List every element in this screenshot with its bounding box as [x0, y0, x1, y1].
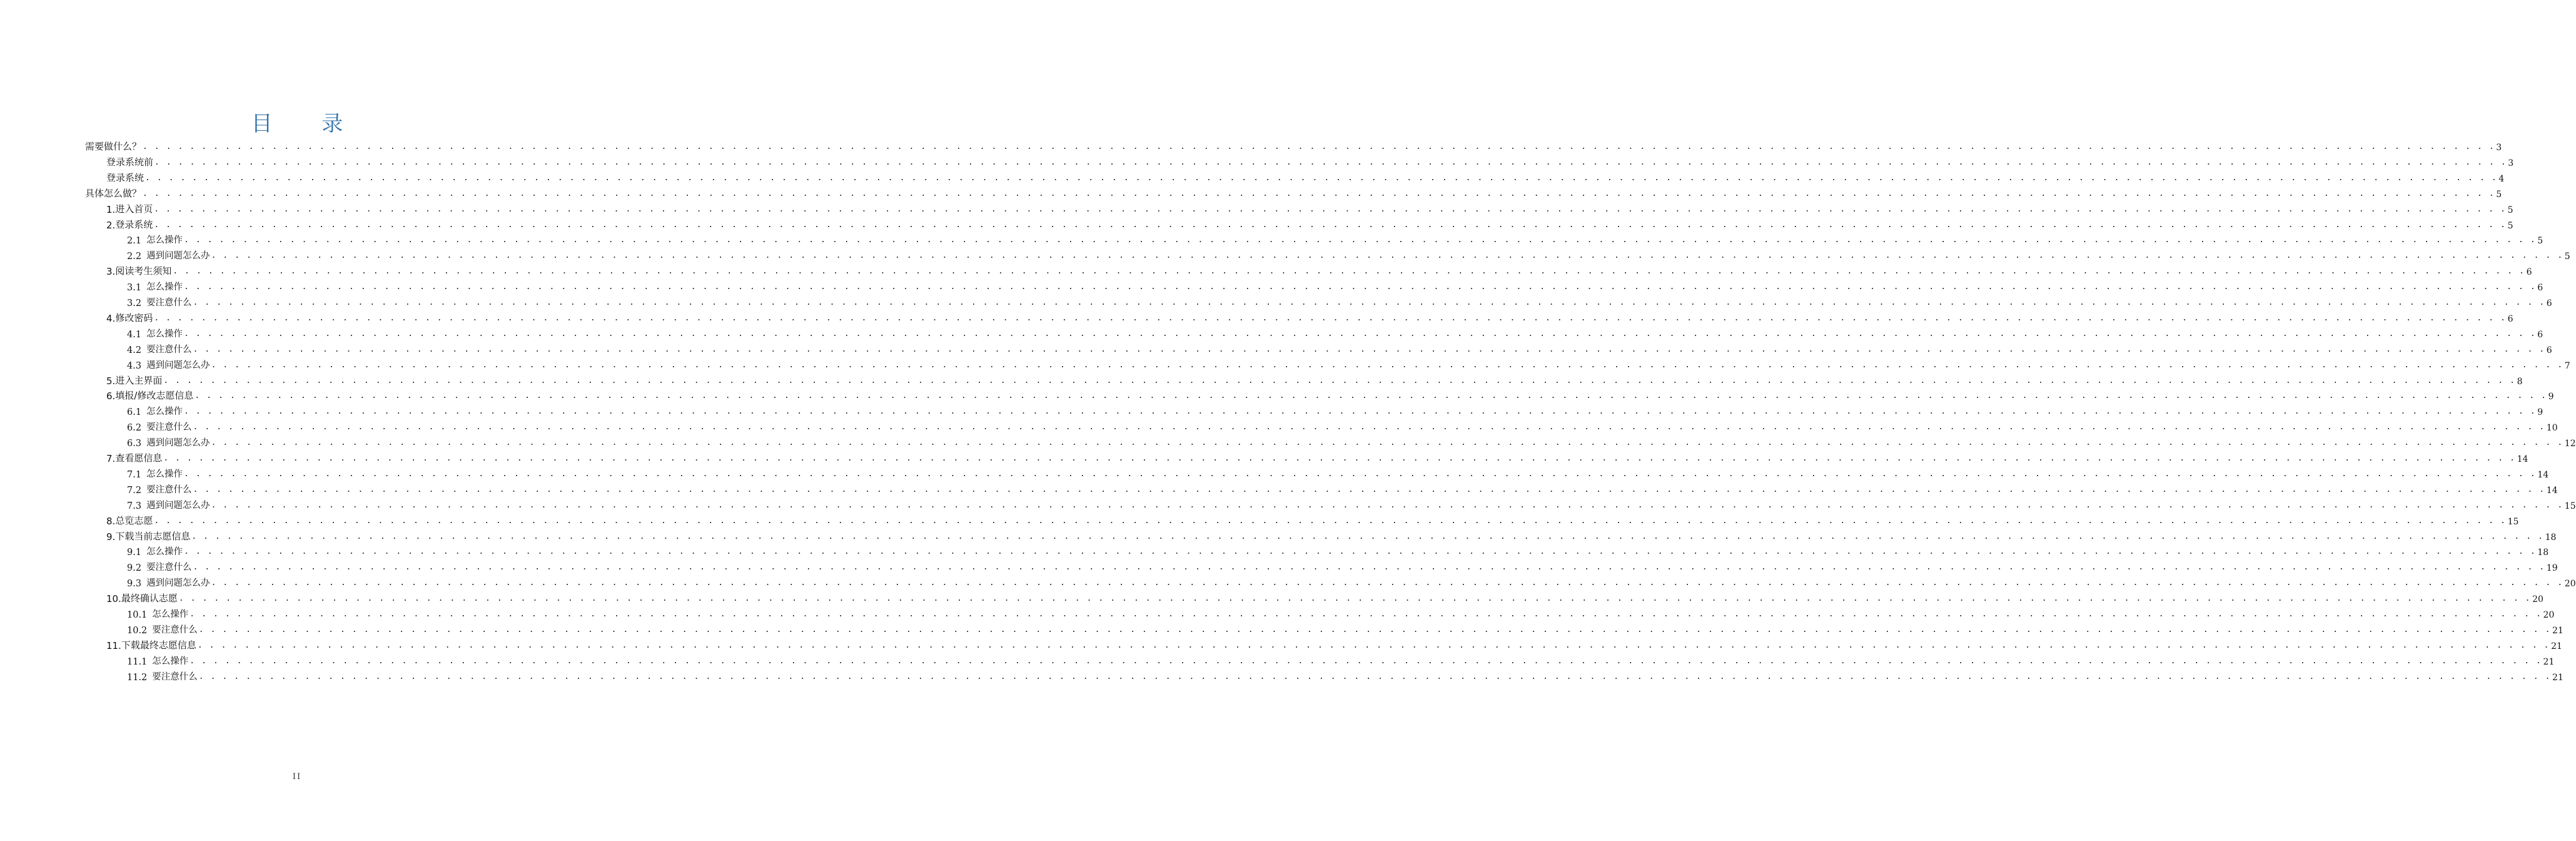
toc-entry-label: 要注意什么 [146, 298, 192, 308]
toc-entry-number: 11.1 [127, 656, 148, 667]
toc-entry-page: 6 [2537, 329, 2543, 340]
toc-dot-leader: . . . . . . . . . . . . . . . . . . . . . . . . . . . . . . . . . . . . . . . . . . . . . . . . . . . . . . . . . . . . . . . . . . . . . . . . . . . . . . . . . . . . . . . . . . . . . . . . . . . . . . . . . . . . . . . . . . . . . . . . . . . . . . . . . . . . . . . . . . . . . . . . . . . . . . . . . . . . . . . . . . . . . . . . . . . . . . . . . . . . . . . . . . . . . . . . . . . . . . . . [193, 298, 2545, 307]
toc-dot-leader: . . . . . . . . . . . . . . . . . . . . . . . . . . . . . . . . . . . . . . . . . . . . . . . . . . . . . . . . . . . . . . . . . . . . . . . . . . . . . . . . . . . . . . . . . . . . . . . . . . . . . . . . . . . . . . . . . . . . . . . . . . . . . . . . . . . . . . . . . . . . . . . . . . . . . . . . . . . . . . . . . . . . . . . . . . . . . . . . . . . . . . . . . . . . . . . . . . . . . . . . [184, 329, 2537, 339]
toc-entry-label: 阅读考生须知 [115, 265, 172, 277]
toc-entry-label: 需要做什么？ [85, 141, 142, 152]
toc-entry-label: 遇到问题怎么办 [146, 438, 210, 449]
toc-entry-label: 怎么操作 [146, 282, 183, 293]
toc-entry[interactable] [106, 373, 2523, 387]
toc-entry-page: 18 [2537, 548, 2549, 558]
toc-entry-page: 6 [2537, 283, 2543, 293]
toc-entry-page: 14 [2546, 485, 2558, 496]
toc-entry-page: 6 [2546, 298, 2552, 308]
toc-entry-page: 6 [2526, 267, 2532, 278]
toc-entry-page: 21 [2543, 656, 2555, 667]
toc-entry-number: 11.2 [127, 672, 148, 683]
toc-entry-page: 9 [2537, 407, 2543, 418]
toc-entry[interactable] [127, 357, 2570, 371]
toc-entry-number: 6.1 [127, 407, 142, 418]
toc-entry-page: 14 [2537, 469, 2549, 480]
toc-entry-label: 怎么操作 [146, 469, 183, 479]
toc-entry-page: 5 [2537, 236, 2543, 247]
toc-entry-number: 1. [106, 203, 116, 215]
toc-dot-leader: . . . . . . . . . . . . . . . . . . . . . . . . . . . . . . . . . . . . . . . . . . . . . . . . . . . . . . . . . . . . . . . . . . . . . . . . . . . . . . . . . . . . . . . . . . . . . . . . . . . . . . . . . . . . . . . . . . . . . . . . . . . . . . . . . . . . . . . . . . . . . . . . . . . . . . . . . . . . . . . . . . . . . . . . . . . . . . . . . . . . . . . . . . . . . . . . . . . . . . . . [178, 594, 2532, 604]
toc-entry[interactable] [106, 591, 2543, 605]
toc-entry[interactable] [127, 622, 2563, 636]
toc-dot-leader: . . . . . . . . . . . . . . . . . . . . . . . . . . . . . . . . . . . . . . . . . . . . . . . . . . . . . . . . . . . . . . . . . . . . . . . . . . . . . . . . . . . . . . . . . . . . . . . . . . . . . . . . . . . . . . . . . . . . . . . . . . . . . . . . . . . . . . . . . . . . . . . . . . . . . . . . . . . . . . . . . . . . . . . . . . . . . . . . . . . . . . . . . . . . . . . . . . . . . . . . [198, 671, 2552, 681]
toc-entry[interactable] [127, 435, 2576, 449]
toc-entry-label: 怎么操作 [146, 235, 183, 246]
toc-entry-label: 下载当前志愿信息 [115, 530, 191, 542]
toc-entry[interactable] [127, 497, 2576, 511]
toc-entry-page: 5 [2564, 252, 2570, 262]
toc-dot-leader: . . . . . . . . . . . . . . . . . . . . . . . . . . . . . . . . . . . . . . . . . . . . . . . . . . . . . . . . . . . . . . . . . . . . . . . . . . . . . . . . . . . . . . . . . . . . . . . . . . . . . . . . . . . . . . . . . . . . . . . . . . . . . . . . . . . . . . . . . . . . . . . . . . . . . . . . . . . . . . . . . . . . . . . . . . . . . . . . . . . . . . . . . . . . . . . . . . . . . . . . [154, 220, 2507, 230]
toc-entry-label: 要注意什么 [146, 563, 192, 573]
toc-entry[interactable] [106, 451, 2528, 464]
toc-entry-number: 4.3 [127, 360, 142, 371]
toc-entry[interactable] [127, 248, 2570, 262]
toc-entry-label: 要注意什么 [146, 484, 192, 495]
toc-entry-label: 填报/修改志愿信息 [115, 390, 194, 402]
toc-entry-number: 3.2 [127, 298, 142, 308]
toc-dot-leader: . . . . . . . . . . . . . . . . . . . . . . . . . . . . . . . . . . . . . . . . . . . . . . . . . . . . . . . . . . . . . . . . . . . . . . . . . . . . . . . . . . . . . . . . . . . . . . . . . . . . . . . . . . . . . . . . . . . . . . . . . . . . . . . . . . . . . . . . . . . . . . . . . . . . . . . . . . . . . . . . . . . . . . . . . . . . . . . . . . . . . . . . . . . . . . . . . . . . . . . . [163, 375, 2516, 385]
toc-entry-page: 15 [2564, 501, 2576, 511]
toc-title: 目 录 [251, 111, 365, 136]
toc-entry[interactable] [106, 170, 2505, 184]
toc-dot-leader: . . . . . . . . . . . . . . . . . . . . . . . . . . . . . . . . . . . . . . . . . . . . . . . . . . . . . . . . . . . . . . . . . . . . . . . . . . . . . . . . . . . . . . . . . . . . . . . . . . . . . . . . . . . . . . . . . . . . . . . . . . . . . . . . . . . . . . . . . . . . . . . . . . . . . . . . . . . . . . . . . . . . . . . . . . . . . . . . . . . . . . . . . . . . . . . . . . . . . . . . [194, 391, 2547, 401]
toc-entry[interactable] [127, 669, 2563, 683]
toc-dot-leader: . . . . . . . . . . . . . . . . . . . . . . . . . . . . . . . . . . . . . . . . . . . . . . . . . . . . . . . . . . . . . . . . . . . . . . . . . . . . . . . . . . . . . . . . . . . . . . . . . . . . . . . . . . . . . . . . . . . . . . . . . . . . . . . . . . . . . . . . . . . . . . . . . . . . . . . . . . . . . . . . . . . . . . . . . . . . . . . . . . . . . . . . . . . . . . . . . . . . . . . . [143, 142, 2495, 151]
toc-entry[interactable] [127, 559, 2558, 574]
toc-entry-label: 登录系统 [115, 218, 153, 230]
toc-entry-label: 登录系统前 [106, 156, 154, 168]
toc-entry-label: 怎么操作 [146, 407, 183, 417]
toc-entry-page: 14 [2517, 454, 2528, 464]
toc-entry[interactable] [106, 217, 2513, 231]
toc-entry-number: 5. [106, 375, 116, 387]
toc-dot-leader: . . . . . . . . . . . . . . . . . . . . . . . . . . . . . . . . . . . . . . . . . . . . . . . . . . . . . . . . . . . . . . . . . . . . . . . . . . . . . . . . . . . . . . . . . . . . . . . . . . . . . . . . . . . . . . . . . . . . . . . . . . . . . . . . . . . . . . . . . . . . . . . . . . . . . . . . . . . . . . . . . . . . . . . . . . . . . . . . . . . . . . . . . . . . . . . . . . . . . . . . [145, 173, 2498, 183]
toc-entry-label: 查看愿信息 [115, 452, 163, 464]
toc-entry-label: 遇到问题怎么办 [146, 500, 210, 511]
toc-entry-label: 进入主界面 [115, 374, 163, 386]
toc-entry[interactable] [127, 482, 2558, 496]
toc-entry-number: 6.2 [127, 423, 142, 434]
toc-entry[interactable] [127, 606, 2555, 620]
toc-dot-leader: . . . . . . . . . . . . . . . . . . . . . . . . . . . . . . . . . . . . . . . . . . . . . . . . . . . . . . . . . . . . . . . . . . . . . . . . . . . . . . . . . . . . . . . . . . . . . . . . . . . . . . . . . . . . . . . . . . . . . . . . . . . . . . . . . . . . . . . . . . . . . . . . . . . . . . . . . . . . . . . . . . . . . . . . . . . . . . . . . . . . . . . . . . . . . . . . . . . . . . . . [211, 360, 2563, 370]
toc-entry[interactable] [127, 326, 2543, 340]
toc-entry[interactable] [106, 155, 2514, 168]
toc-dot-leader: . . . . . . . . . . . . . . . . . . . . . . . . . . . . . . . . . . . . . . . . . . . . . . . . . . . . . . . . . . . . . . . . . . . . . . . . . . . . . . . . . . . . . . . . . . . . . . . . . . . . . . . . . . . . . . . . . . . . . . . . . . . . . . . . . . . . . . . . . . . . . . . . . . . . . . . . . . . . . . . . . . . . . . . . . . . . . . . . . . . . . . . . . . . . . . . . . . . . . . . . [184, 235, 2537, 245]
toc-entry-label: 怎么操作 [152, 609, 189, 619]
toc-entry-label: 要注意什么 [146, 344, 192, 355]
toc-entry-label: 遇到问题怎么办 [146, 251, 210, 262]
toc-dot-leader: . . . . . . . . . . . . . . . . . . . . . . . . . . . . . . . . . . . . . . . . . . . . . . . . . . . . . . . . . . . . . . . . . . . . . . . . . . . . . . . . . . . . . . . . . . . . . . . . . . . . . . . . . . . . . . . . . . . . . . . . . . . . . . . . . . . . . . . . . . . . . . . . . . . . . . . . . . . . . . . . . . . . . . . . . . . . . . . . . . . . . . . . . . . . . . . . . . . . . . . . [184, 282, 2537, 292]
toc-entry-page: 5 [2507, 220, 2513, 231]
toc-entry-number: 2. [106, 219, 116, 231]
toc-entry-page: 20 [2532, 594, 2543, 605]
toc-entry[interactable] [127, 466, 2549, 480]
toc-dot-leader: . . . . . . . . . . . . . . . . . . . . . . . . . . . . . . . . . . . . . . . . . . . . . . . . . . . . . . . . . . . . . . . . . . . . . . . . . . . . . . . . . . . . . . . . . . . . . . . . . . . . . . . . . . . . . . . . . . . . . . . . . . . . . . . . . . . . . . . . . . . . . . . . . . . . . . . . . . . . . . . . . . . . . . . . . . . . . . . . . . . . . . . . . . . . . . . . . . . . . . . . [154, 313, 2507, 323]
toc-entry-number: 4.2 [127, 345, 142, 355]
toc-dot-leader: . . . . . . . . . . . . . . . . . . . . . . . . . . . . . . . . . . . . . . . . . . . . . . . . . . . . . . . . . . . . . . . . . . . . . . . . . . . . . . . . . . . . . . . . . . . . . . . . . . . . . . . . . . . . . . . . . . . . . . . . . . . . . . . . . . . . . . . . . . . . . . . . . . . . . . . . . . . . . . . . . . . . . . . . . . . . . . . . . . . . . . . . . . . . . . . . . . . . . . . . [173, 267, 2525, 277]
toc-entry-label: 修改密码 [115, 312, 153, 324]
toc-entry-number: 7.3 [127, 501, 142, 511]
toc-entry-label: 怎么操作 [146, 547, 183, 558]
toc-entry[interactable] [127, 544, 2549, 558]
toc-dot-leader: . . . . . . . . . . . . . . . . . . . . . . . . . . . . . . . . . . . . . . . . . . . . . . . . . . . . . . . . . . . . . . . . . . . . . . . . . . . . . . . . . . . . . . . . . . . . . . . . . . . . . . . . . . . . . . . . . . . . . . . . . . . . . . . . . . . . . . . . . . . . . . . . . . . . . . . . . . . . . . . . . . . . . . . . . . . . . . . . . . . . . . . . . . . . . . . . . . . . . . . . [198, 624, 2552, 635]
toc-dot-leader: . . . . . . . . . . . . . . . . . . . . . . . . . . . . . . . . . . . . . . . . . . . . . . . . . . . . . . . . . . . . . . . . . . . . . . . . . . . . . . . . . . . . . . . . . . . . . . . . . . . . . . . . . . . . . . . . . . . . . . . . . . . . . . . . . . . . . . . . . . . . . . . . . . . . . . . . . . . . . . . . . . . . . . . . . . . . . . . . . . . . . . . . . . . . . . . . . . . . . . . . [184, 407, 2537, 417]
toc-entry-number: 4. [106, 312, 116, 324]
toc-entry-number: 3.1 [127, 283, 142, 293]
toc-entry-page: 10 [2546, 423, 2558, 434]
toc-entry-page: 21 [2552, 672, 2563, 683]
toc-entry[interactable] [127, 575, 2576, 589]
toc-entry[interactable] [106, 263, 2532, 278]
toc-dot-leader: . . . . . . . . . . . . . . . . . . . . . . . . . . . . . . . . . . . . . . . . . . . . . . . . . . . . . . . . . . . . . . . . . . . . . . . . . . . . . . . . . . . . . . . . . . . . . . . . . . . . . . . . . . . . . . . . . . . . . . . . . . . . . . . . . . . . . . . . . . . . . . . . . . . . . . . . . . . . . . . . . . . . . . . . . . . . . . . . . . . . . . . . . . . . . . . . . . . . . . . . [197, 640, 2550, 650]
toc-entry-label: 下载最终志愿信息 [121, 639, 196, 651]
toc-entry-page: 6 [2546, 345, 2552, 355]
toc-entry-page: 6 [2507, 313, 2513, 324]
toc-dot-leader: . . . . . . . . . . . . . . . . . . . . . . . . . . . . . . . . . . . . . . . . . . . . . . . . . . . . . . . . . . . . . . . . . . . . . . . . . . . . . . . . . . . . . . . . . . . . . . . . . . . . . . . . . . . . . . . . . . . . . . . . . . . . . . . . . . . . . . . . . . . . . . . . . . . . . . . . . . . . . . . . . . . . . . . . . . . . . . . . . . . . . . . . . . . . . . . . . . . . . . . . [189, 609, 2542, 619]
toc-entry[interactable] [85, 139, 2502, 153]
toc-entry-label: 遇到问题怎么办 [146, 578, 210, 589]
toc-dot-leader: . . . . . . . . . . . . . . . . . . . . . . . . . . . . . . . . . . . . . . . . . . . . . . . . . . . . . . . . . . . . . . . . . . . . . . . . . . . . . . . . . . . . . . . . . . . . . . . . . . . . . . . . . . . . . . . . . . . . . . . . . . . . . . . . . . . . . . . . . . . . . . . . . . . . . . . . . . . . . . . . . . . . . . . . . . . . . . . . . . . . . . . . . . . . . . . . . . . . . . . . [143, 188, 2495, 198]
toc-entry-number: 9.3 [127, 579, 142, 589]
toc-dot-leader: . . . . . . . . . . . . . . . . . . . . . . . . . . . . . . . . . . . . . . . . . . . . . . . . . . . . . . . . . . . . . . . . . . . . . . . . . . . . . . . . . . . . . . . . . . . . . . . . . . . . . . . . . . . . . . . . . . . . . . . . . . . . . . . . . . . . . . . . . . . . . . . . . . . . . . . . . . . . . . . . . . . . . . . . . . . . . . . . . . . . . . . . . . . . . . . . . . . . . . . . [211, 251, 2563, 261]
toc-entry[interactable] [106, 513, 2519, 527]
toc-entry-number: 11. [106, 640, 121, 651]
toc-entry-number: 7.1 [127, 469, 142, 480]
toc-entry-label: 最终确认志愿 [121, 593, 178, 604]
toc-entry-page: 21 [2551, 641, 2562, 651]
toc-dot-leader: . . . . . . . . . . . . . . . . . . . . . . . . . . . . . . . . . . . . . . . . . . . . . . . . . . . . . . . . . . . . . . . . . . . . . . . . . . . . . . . . . . . . . . . . . . . . . . . . . . . . . . . . . . . . . . . . . . . . . . . . . . . . . . . . . . . . . . . . . . . . . . . . . . . . . . . . . . . . . . . . . . . . . . . . . . . . . . . . . . . . . . . . . . . . . . . . . . . . . . . . [184, 547, 2537, 557]
toc-entry[interactable] [106, 638, 2562, 651]
toc-entry-page: 20 [2543, 610, 2555, 620]
toc-dot-leader: . . . . . . . . . . . . . . . . . . . . . . . . . . . . . . . . . . . . . . . . . . . . . . . . . . . . . . . . . . . . . . . . . . . . . . . . . . . . . . . . . . . . . . . . . . . . . . . . . . . . . . . . . . . . . . . . . . . . . . . . . . . . . . . . . . . . . . . . . . . . . . . . . . . . . . . . . . . . . . . . . . . . . . . . . . . . . . . . . . . . . . . . . . . . . . . . . . . . . . . . [189, 656, 2542, 666]
toc-dot-leader: . . . . . . . . . . . . . . . . . . . . . . . . . . . . . . . . . . . . . . . . . . . . . . . . . . . . . . . . . . . . . . . . . . . . . . . . . . . . . . . . . . . . . . . . . . . . . . . . . . . . . . . . . . . . . . . . . . . . . . . . . . . . . . . . . . . . . . . . . . . . . . . . . . . . . . . . . . . . . . . . . . . . . . . . . . . . . . . . . . . . . . . . . . . . . . . . . . . . . . . . [211, 578, 2563, 588]
toc-entry-label: 要注意什么 [146, 422, 192, 433]
toc-entry-page: 21 [2552, 625, 2563, 636]
toc-entry-page: 3 [2508, 158, 2514, 168]
toc-dot-leader: . . . . . . . . . . . . . . . . . . . . . . . . . . . . . . . . . . . . . . . . . . . . . . . . . . . . . . . . . . . . . . . . . . . . . . . . . . . . . . . . . . . . . . . . . . . . . . . . . . . . . . . . . . . . . . . . . . . . . . . . . . . . . . . . . . . . . . . . . . . . . . . . . . . . . . . . . . . . . . . . . . . . . . . . . . . . . . . . . . . . . . . . . . . . . . . . . . . . . . . . [154, 157, 2507, 167]
toc-dot-leader: . . . . . . . . . . . . . . . . . . . . . . . . . . . . . . . . . . . . . . . . . . . . . . . . . . . . . . . . . . . . . . . . . . . . . . . . . . . . . . . . . . . . . . . . . . . . . . . . . . . . . . . . . . . . . . . . . . . . . . . . . . . . . . . . . . . . . . . . . . . . . . . . . . . . . . . . . . . . . . . . . . . . . . . . . . . . . . . . . . . . . . . . . . . . . . . . . . . . . . . . [184, 469, 2537, 479]
toc-entry-number: 10. [106, 593, 121, 605]
toc-entry-page: 9 [2548, 392, 2554, 402]
toc-entry-page: 7 [2564, 360, 2570, 371]
toc-entry-page: 15 [2507, 516, 2519, 527]
toc-entry-number: 2.2 [127, 252, 142, 262]
toc-entry-number: 3. [106, 266, 116, 278]
toc-dot-leader: . . . . . . . . . . . . . . . . . . . . . . . . . . . . . . . . . . . . . . . . . . . . . . . . . . . . . . . . . . . . . . . . . . . . . . . . . . . . . . . . . . . . . . . . . . . . . . . . . . . . . . . . . . . . . . . . . . . . . . . . . . . . . . . . . . . . . . . . . . . . . . . . . . . . . . . . . . . . . . . . . . . . . . . . . . . . . . . . . . . . . . . . . . . . . . . . . . . . . . . . [193, 422, 2545, 432]
toc-entry[interactable] [127, 295, 2552, 308]
toc-entry-page: 5 [2496, 189, 2502, 200]
toc-entry-number: 7. [106, 453, 116, 464]
toc-entry-label: 遇到问题怎么办 [146, 360, 210, 370]
toc-dot-leader: . . . . . . . . . . . . . . . . . . . . . . . . . . . . . . . . . . . . . . . . . . . . . . . . . . . . . . . . . . . . . . . . . . . . . . . . . . . . . . . . . . . . . . . . . . . . . . . . . . . . . . . . . . . . . . . . . . . . . . . . . . . . . . . . . . . . . . . . . . . . . . . . . . . . . . . . . . . . . . . . . . . . . . . . . . . . . . . . . . . . . . . . . . . . . . . . . . . . . . . . [191, 531, 2544, 541]
toc-entry-label: 怎么操作 [152, 656, 189, 666]
toc-entry-page: 19 [2546, 563, 2558, 574]
toc-entry-label: 要注意什么 [152, 624, 198, 635]
toc-entry[interactable] [106, 310, 2513, 324]
toc-entry-number: 8. [106, 515, 116, 527]
toc-entry-label: 要注意什么 [152, 671, 198, 682]
page-footer-number: II [292, 772, 302, 782]
toc-entry-number: 6. [106, 390, 116, 402]
toc-dot-leader: . . . . . . . . . . . . . . . . . . . . . . . . . . . . . . . . . . . . . . . . . . . . . . . . . . . . . . . . . . . . . . . . . . . . . . . . . . . . . . . . . . . . . . . . . . . . . . . . . . . . . . . . . . . . . . . . . . . . . . . . . . . . . . . . . . . . . . . . . . . . . . . . . . . . . . . . . . . . . . . . . . . . . . . . . . . . . . . . . . . . . . . . . . . . . . . . . . . . . . . . [193, 563, 2545, 573]
toc-entry[interactable] [106, 388, 2554, 402]
toc-dot-leader: . . . . . . . . . . . . . . . . . . . . . . . . . . . . . . . . . . . . . . . . . . . . . . . . . . . . . . . . . . . . . . . . . . . . . . . . . . . . . . . . . . . . . . . . . . . . . . . . . . . . . . . . . . . . . . . . . . . . . . . . . . . . . . . . . . . . . . . . . . . . . . . . . . . . . . . . . . . . . . . . . . . . . . . . . . . . . . . . . . . . . . . . . . . . . . . . . . . . . . . . [163, 454, 2516, 463]
toc-entry-label: 登录系统 [106, 171, 144, 183]
toc-entry[interactable] [127, 232, 2543, 247]
toc-entry[interactable] [127, 279, 2543, 293]
toc-entry-page: 4 [2498, 173, 2505, 184]
toc-entry[interactable] [106, 201, 2513, 215]
toc-dot-leader: . . . . . . . . . . . . . . . . . . . . . . . . . . . . . . . . . . . . . . . . . . . . . . . . . . . . . . . . . . . . . . . . . . . . . . . . . . . . . . . . . . . . . . . . . . . . . . . . . . . . . . . . . . . . . . . . . . . . . . . . . . . . . . . . . . . . . . . . . . . . . . . . . . . . . . . . . . . . . . . . . . . . . . . . . . . . . . . . . . . . . . . . . . . . . . . . . . . . . . . . [211, 438, 2563, 448]
toc-entry-page: 12 [2564, 439, 2576, 449]
toc-entry-number: 9. [106, 531, 116, 543]
toc-dot-leader: . . . . . . . . . . . . . . . . . . . . . . . . . . . . . . . . . . . . . . . . . . . . . . . . . . . . . . . . . . . . . . . . . . . . . . . . . . . . . . . . . . . . . . . . . . . . . . . . . . . . . . . . . . . . . . . . . . . . . . . . . . . . . . . . . . . . . . . . . . . . . . . . . . . . . . . . . . . . . . . . . . . . . . . . . . . . . . . . . . . . . . . . . . . . . . . . . . . . . . . . [211, 500, 2563, 510]
toc-entry-page: 20 [2564, 579, 2576, 589]
toc-entry[interactable] [85, 186, 2502, 200]
toc-entry-number: 9.2 [127, 563, 142, 574]
toc-entry[interactable] [127, 419, 2558, 434]
toc-entry-page: 8 [2517, 376, 2523, 387]
toc-dot-leader: . . . . . . . . . . . . . . . . . . . . . . . . . . . . . . . . . . . . . . . . . . . . . . . . . . . . . . . . . . . . . . . . . . . . . . . . . . . . . . . . . . . . . . . . . . . . . . . . . . . . . . . . . . . . . . . . . . . . . . . . . . . . . . . . . . . . . . . . . . . . . . . . . . . . . . . . . . . . . . . . . . . . . . . . . . . . . . . . . . . . . . . . . . . . . . . . . . . . . . . . [193, 344, 2545, 354]
toc-entry-number: 6.3 [127, 439, 142, 449]
toc-entry-number: 9.1 [127, 548, 142, 558]
toc-entry-page: 5 [2507, 205, 2513, 215]
toc-entry-label: 具体怎么做？ [85, 187, 142, 199]
toc-entry-page: 3 [2496, 143, 2502, 153]
toc-entry-label: 总览志愿 [115, 514, 153, 526]
toc-dot-leader: . . . . . . . . . . . . . . . . . . . . . . . . . . . . . . . . . . . . . . . . . . . . . . . . . . . . . . . . . . . . . . . . . . . . . . . . . . . . . . . . . . . . . . . . . . . . . . . . . . . . . . . . . . . . . . . . . . . . . . . . . . . . . . . . . . . . . . . . . . . . . . . . . . . . . . . . . . . . . . . . . . . . . . . . . . . . . . . . . . . . . . . . . . . . . . . . . . . . . . . . [154, 516, 2507, 526]
toc-dot-leader: . . . . . . . . . . . . . . . . . . . . . . . . . . . . . . . . . . . . . . . . . . . . . . . . . . . . . . . . . . . . . . . . . . . . . . . . . . . . . . . . . . . . . . . . . . . . . . . . . . . . . . . . . . . . . . . . . . . . . . . . . . . . . . . . . . . . . . . . . . . . . . . . . . . . . . . . . . . . . . . . . . . . . . . . . . . . . . . . . . . . . . . . . . . . . . . . . . . . . . . . [154, 204, 2507, 214]
toc-entry[interactable] [127, 342, 2552, 355]
toc-entry-label: 进入首页 [115, 203, 153, 215]
toc-entry-number: 10.2 [127, 625, 148, 636]
toc-entry-number: 10.1 [127, 610, 148, 620]
toc-dot-leader: . . . . . . . . . . . . . . . . . . . . . . . . . . . . . . . . . . . . . . . . . . . . . . . . . . . . . . . . . . . . . . . . . . . . . . . . . . . . . . . . . . . . . . . . . . . . . . . . . . . . . . . . . . . . . . . . . . . . . . . . . . . . . . . . . . . . . . . . . . . . . . . . . . . . . . . . . . . . . . . . . . . . . . . . . . . . . . . . . . . . . . . . . . . . . . . . . . . . . . . . [193, 484, 2545, 494]
toc-entry-number: 7.2 [127, 485, 142, 496]
toc-entry[interactable] [106, 529, 2557, 543]
toc-entry-page: 18 [2545, 532, 2557, 543]
toc-entry[interactable] [127, 404, 2543, 418]
toc-entry[interactable] [127, 653, 2555, 667]
toc-entry-label: 怎么操作 [146, 329, 183, 339]
toc-entry-number: 2.1 [127, 236, 142, 247]
toc-entry-number: 4.1 [127, 329, 142, 340]
